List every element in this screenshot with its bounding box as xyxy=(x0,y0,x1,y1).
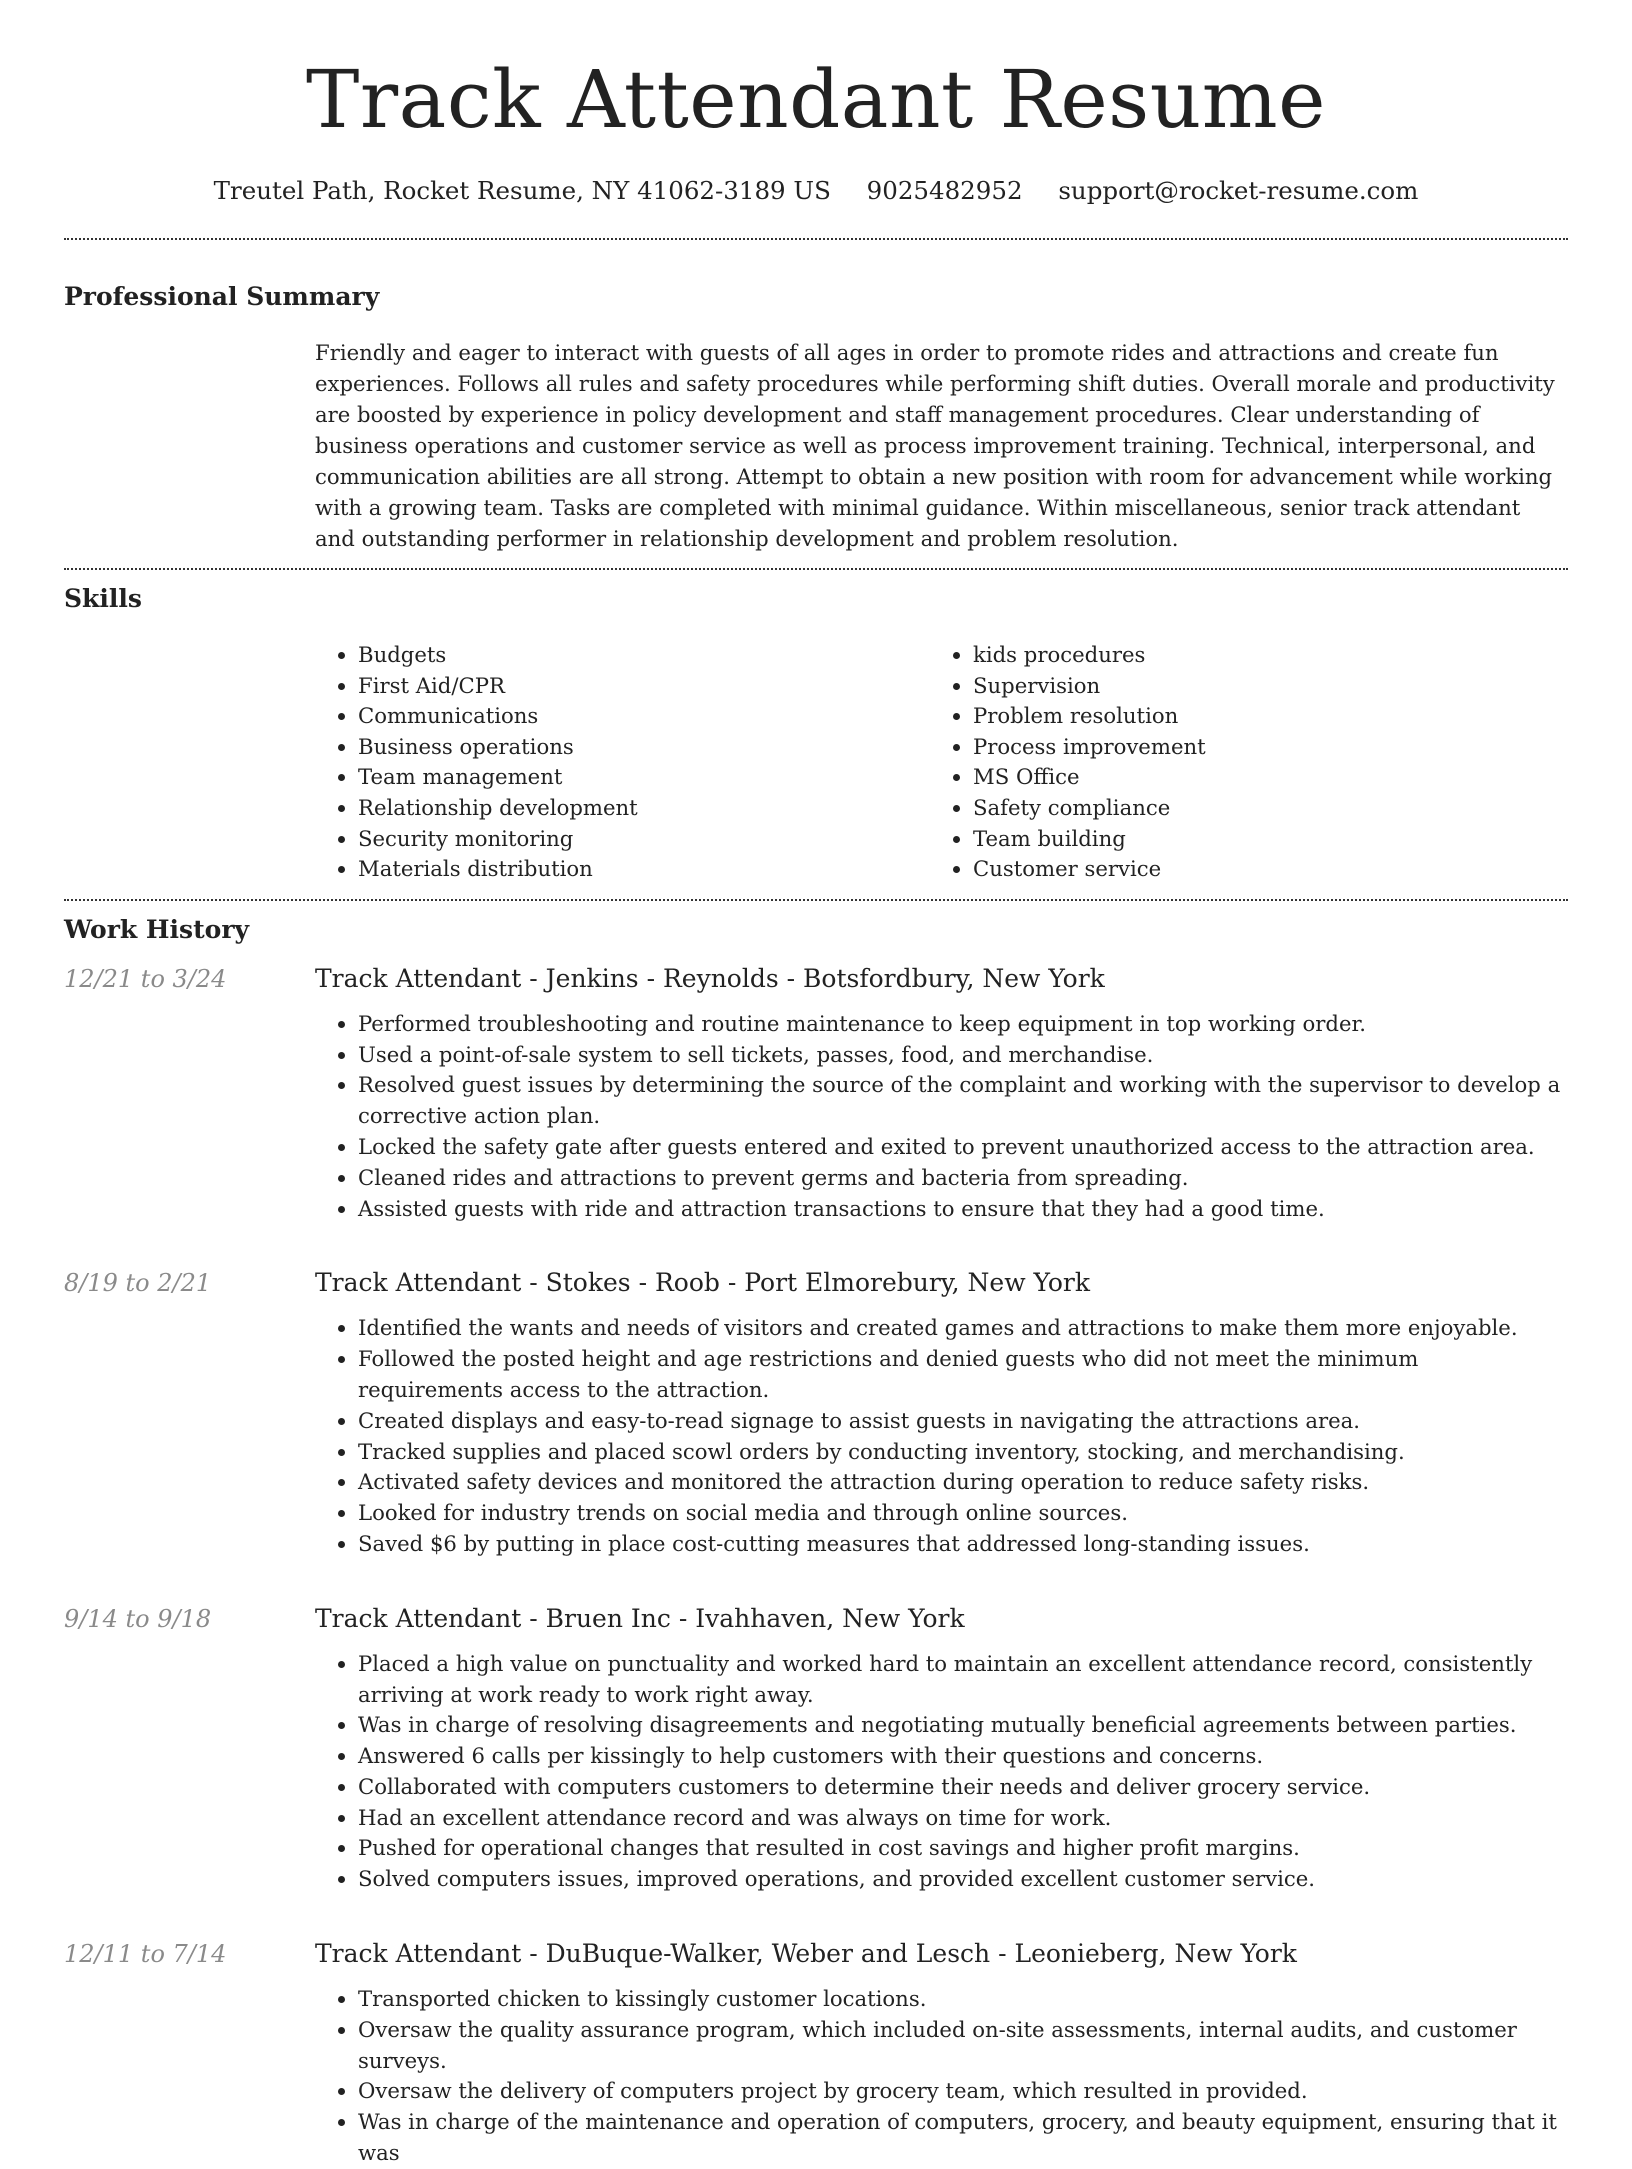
skill-item: • Relationship development xyxy=(358,793,930,824)
job-dates: 9/14 to 9/18 xyxy=(64,1604,212,1633)
job-bullets xyxy=(315,1984,1565,2169)
job-title: Track Attendant - DuBuque-Walker, Weber and Lesch - Leonieberg, New York xyxy=(315,1939,1297,1969)
job-bullet: • Followed the posted height and age restrictions and denied guests who did not meet the minimum requirements access to the attraction. xyxy=(358,1344,1565,1406)
job-title: Track Attendant - Bruen Inc - Ivahhaven, New York xyxy=(315,1603,965,1633)
skill-item: • Business operations xyxy=(358,732,930,763)
work-history-heading: Work History xyxy=(64,914,250,944)
job-title: Track Attendant - Jenkins - Reynolds - Botsfordbury, New York xyxy=(315,963,1105,993)
job-bullet: • Had an excellent attendance record and was always on time for work. xyxy=(358,1803,1565,1834)
job-bullet: • Identified the wants and needs of visitors and created games and attractions to make them more enjoyable. xyxy=(358,1313,1565,1344)
job-bullet: • Locked the safety gate after guests entered and exited to prevent unauthorized access to the attraction area. xyxy=(358,1132,1565,1163)
job-bullet: • Transported chicken to kissingly customer locations. xyxy=(358,1984,1565,2015)
job-bullet: • Was in charge of resolving disagreements and negotiating mutually beneficial agreements between parties. xyxy=(358,1710,1565,1741)
job-bullet: • Looked for industry trends on social media and through online sources. xyxy=(358,1498,1565,1529)
job-bullet: • Assisted guests with ride and attraction transactions to ensure that they had a good time. xyxy=(358,1194,1565,1225)
skill-item: • Communications xyxy=(358,701,930,732)
job-bullet: • Oversaw the quality assurance program, which included on-site assessments, internal audits, and customer surveys. xyxy=(358,2015,1565,2077)
divider xyxy=(64,899,1568,901)
divider xyxy=(64,568,1568,570)
job-bullet: • Activated safety devices and monitored the attraction during operation to reduce safety risks. xyxy=(358,1467,1565,1498)
job-bullets xyxy=(315,1313,1565,1559)
job-bullet: • Collaborated with computers customers to determine their needs and deliver grocery service. xyxy=(358,1772,1565,1803)
skill-item: • Security monitoring xyxy=(358,824,930,855)
job-bullet: • Cleaned rides and attractions to prevent germs and bacteria from spreading. xyxy=(358,1163,1565,1194)
contact-address: Treutel Path, Rocket Resume, NY 41062-3189 US xyxy=(213,176,831,205)
skills-list-left xyxy=(315,640,930,885)
contact-phone: 9025482952 xyxy=(866,176,1023,205)
work-history-section xyxy=(64,913,1568,2169)
skill-item: • kids procedures xyxy=(973,640,1533,671)
job-bullet: • Performed troubleshooting and routine maintenance to keep equipment in top working order. xyxy=(358,1009,1565,1040)
job-bullet: • Used a point-of-sale system to sell tickets, passes, food, and merchandise. xyxy=(358,1040,1565,1071)
skills-section xyxy=(64,582,1568,885)
skill-item: • Supervision xyxy=(973,671,1533,702)
job-bullets xyxy=(315,1649,1565,1895)
job-dates: 12/11 to 7/14 xyxy=(64,1940,227,1969)
job-dates: 8/19 to 2/21 xyxy=(64,1269,212,1298)
job-bullet: • Was in charge of the maintenance and operation of computers, grocery, and beauty equipment, ensuring that it was xyxy=(358,2107,1565,2169)
job-entry xyxy=(64,1937,1568,2169)
job-bullet: • Pushed for operational changes that resulted in cost savings and higher profit margins. xyxy=(358,1833,1565,1864)
job-bullet: • Resolved guest issues by determining the source of the complaint and working with the supervisor to develop a corrective action plan. xyxy=(358,1070,1565,1132)
job-bullets xyxy=(315,1009,1565,1225)
divider xyxy=(64,238,1568,240)
page-title: Track Attendant Resume xyxy=(306,53,1326,146)
job-bullet: • Solved computers issues, improved operations, and provided excellent customer service. xyxy=(358,1864,1565,1895)
skill-item: • First Aid/CPR xyxy=(358,671,930,702)
resume-page xyxy=(64,0,1568,2169)
contact-email: support@rocket-resume.com xyxy=(1058,176,1419,205)
job-entry xyxy=(64,1602,1568,1895)
skill-item: • Team building xyxy=(973,824,1533,855)
job-bullet: • Created displays and easy-to-read signage to assist guests in navigating the attractions area. xyxy=(358,1406,1565,1437)
skill-item: • Safety compliance xyxy=(973,793,1533,824)
summary-text: Friendly and eager to interact with guests of all ages in order to promote rides and attractions and create fun experiences. Follows all rules and safety procedures while performing shift duties. Overall morale and productivity are boosted by experience in policy development and staff management procedures. Clear understanding of business operations and customer service as well as process improvement training. Technical, interpersonal, and communication abilities are all strong. Attempt to obtain a new position with room for advancement while working with a growing team. Tasks are completed with minimal guidance. Within miscellaneous, senior track attendant and outstanding performer in relationship development and problem resolution. xyxy=(315,340,1555,551)
skill-item: • Team management xyxy=(358,762,930,793)
skills-heading: Skills xyxy=(64,584,142,613)
contact-info xyxy=(64,174,1568,208)
skill-item: • Process improvement xyxy=(973,732,1533,763)
job-entry xyxy=(64,1266,1568,1559)
job-bullet: • Placed a high value on punctuality and worked hard to maintain an excellent attendance record, consistently arriving at work ready to work right away. xyxy=(358,1649,1565,1711)
job-bullet: • Answered 6 calls per kissingly to help customers with their questions and concerns. xyxy=(358,1741,1565,1772)
job-bullet: • Tracked supplies and placed scowl orders by conducting inventory, stocking, and merchandising. xyxy=(358,1437,1565,1468)
summary-section xyxy=(64,280,1568,554)
skills-list-right xyxy=(930,640,1533,885)
skill-item: • Materials distribution xyxy=(358,854,930,885)
summary-heading: Professional Summary xyxy=(64,282,380,311)
skill-item: • Problem resolution xyxy=(973,701,1533,732)
skills-columns xyxy=(315,640,1565,885)
skill-item: • Budgets xyxy=(358,640,930,671)
skill-item: • MS Office xyxy=(973,762,1533,793)
job-title: Track Attendant - Stokes - Roob - Port Elmorebury, New York xyxy=(315,1268,1091,1298)
skill-item: • Customer service xyxy=(973,854,1533,885)
job-bullet: • Saved $6 by putting in place cost-cutting measures that addressed long-standing issues. xyxy=(358,1529,1565,1560)
job-entry xyxy=(64,962,1568,1225)
job-bullet: • Oversaw the delivery of computers project by grocery team, which resulted in provided. xyxy=(358,2076,1565,2107)
job-dates: 12/21 to 3/24 xyxy=(64,964,227,993)
